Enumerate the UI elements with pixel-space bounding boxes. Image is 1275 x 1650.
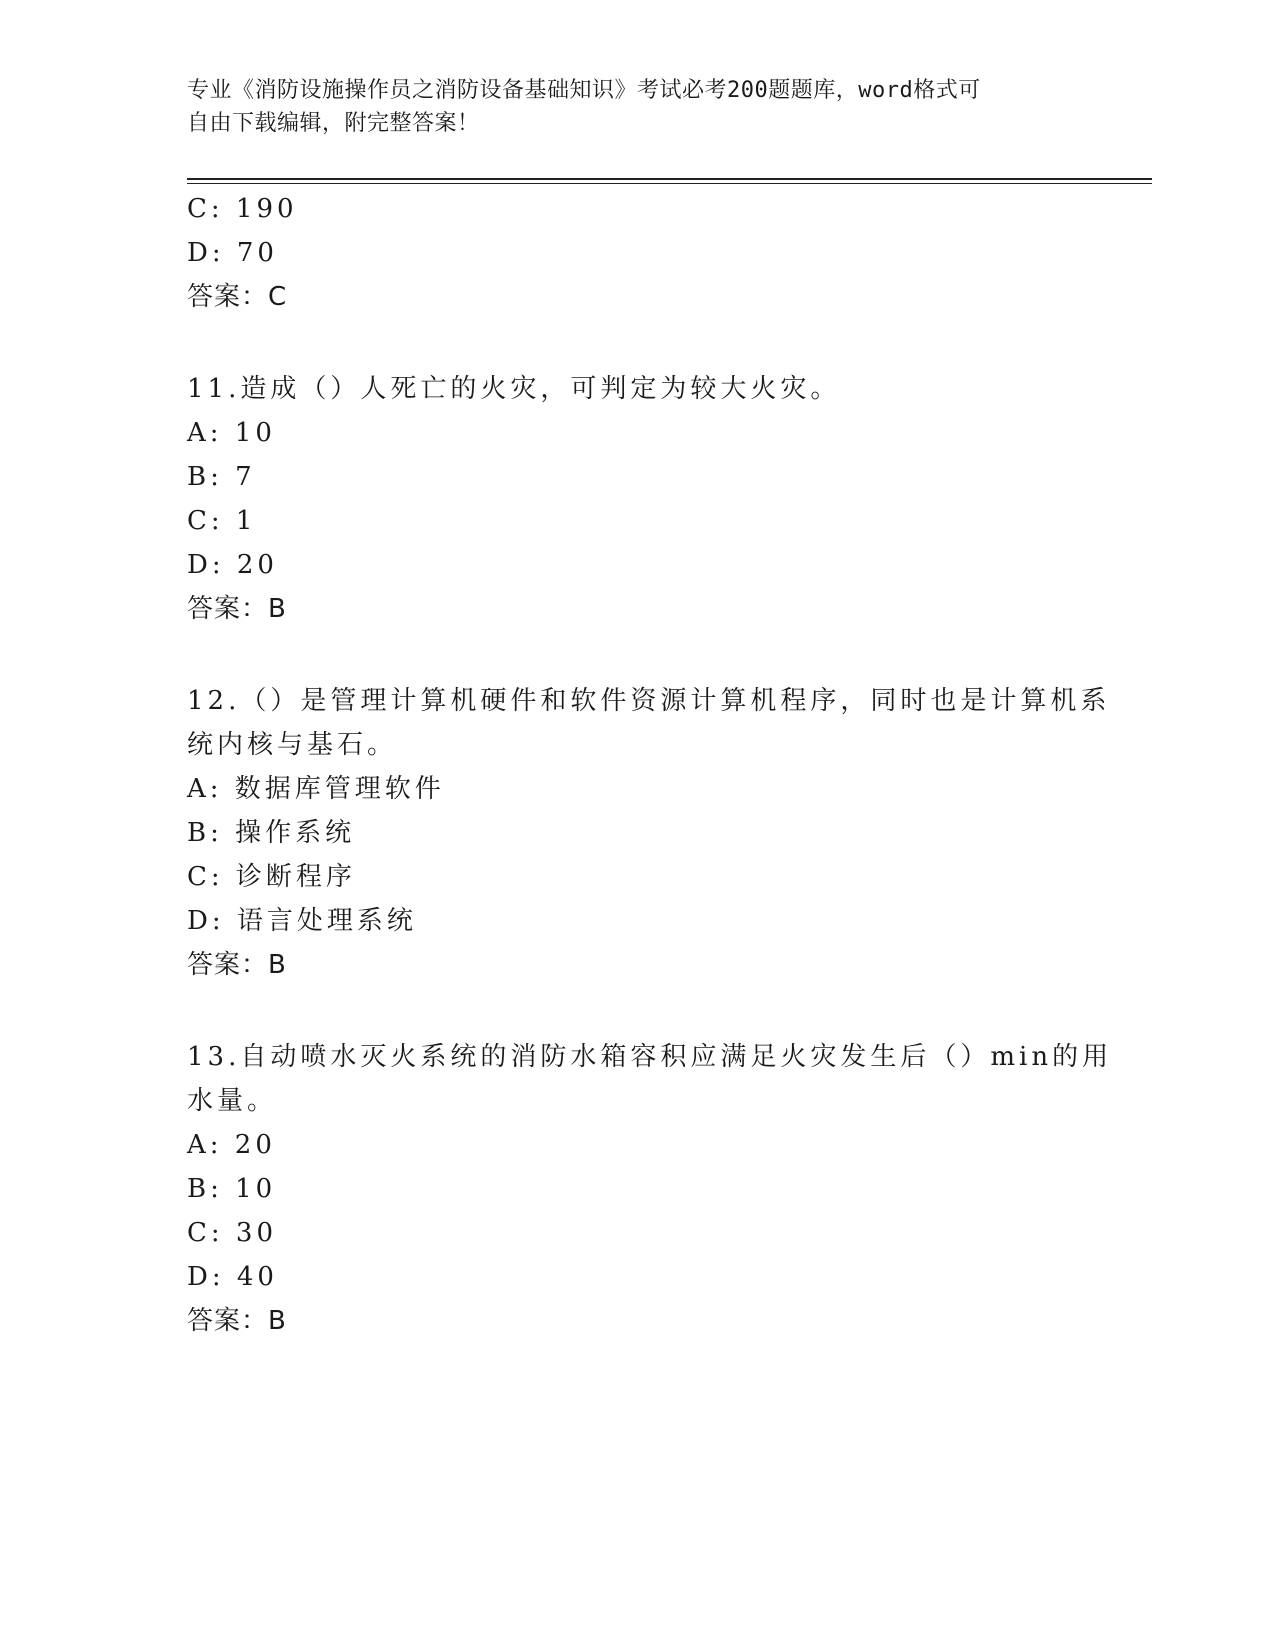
q12-option-d: D: 语言处理系统	[187, 906, 417, 936]
q12-option-a: A: 数据库管理软件	[187, 774, 445, 804]
q12-stem-line-1: 12.（）是管理计算机硬件和软件资源计算机程序，同时也是计算机系	[187, 686, 1111, 716]
q12-option-c: C: 诊断程序	[187, 862, 356, 892]
header-line-1: 专业《消防设施操作员之消防设备基础知识》考试必考200题题库，word格式可	[187, 78, 981, 103]
q12-answer: 答案：B	[187, 950, 287, 980]
q11-option-d: D: 20	[187, 550, 278, 580]
prev-option-d: D: 70	[187, 238, 278, 268]
q11-option-b: B: 7	[187, 462, 256, 492]
q12-stem-line-2: 统内核与基石。	[187, 730, 398, 760]
q11-option-a: A: 10	[187, 418, 276, 448]
q11-option-c: C: 1	[187, 506, 257, 536]
q13-option-b: B: 10	[187, 1174, 277, 1204]
prev-answer: 答案：C	[187, 282, 288, 312]
q11-answer: 答案：B	[187, 594, 287, 624]
q12-option-b: B: 操作系统	[187, 818, 356, 848]
q13-stem-line-1: 13.自动喷水灭火系统的消防水箱容积应满足火灾发生后（）min的用	[187, 1042, 1113, 1072]
document-header	[187, 74, 1087, 140]
q13-option-c: C: 30	[187, 1218, 278, 1248]
q11-stem: 11.造成（）人死亡的火灾，可判定为较大火灾。	[187, 374, 841, 404]
header-line-2: 自由下载编辑，附完整答案！	[187, 111, 480, 136]
q13-answer: 答案：B	[187, 1306, 287, 1336]
q13-option-a: A: 20	[187, 1130, 276, 1160]
q13-option-d: D: 40	[187, 1262, 278, 1292]
header-rule-thick	[187, 178, 1152, 180]
header-rule-thin	[187, 183, 1152, 184]
prev-option-c: C: 190	[187, 194, 298, 224]
q13-stem-line-2: 水量。	[187, 1086, 278, 1116]
